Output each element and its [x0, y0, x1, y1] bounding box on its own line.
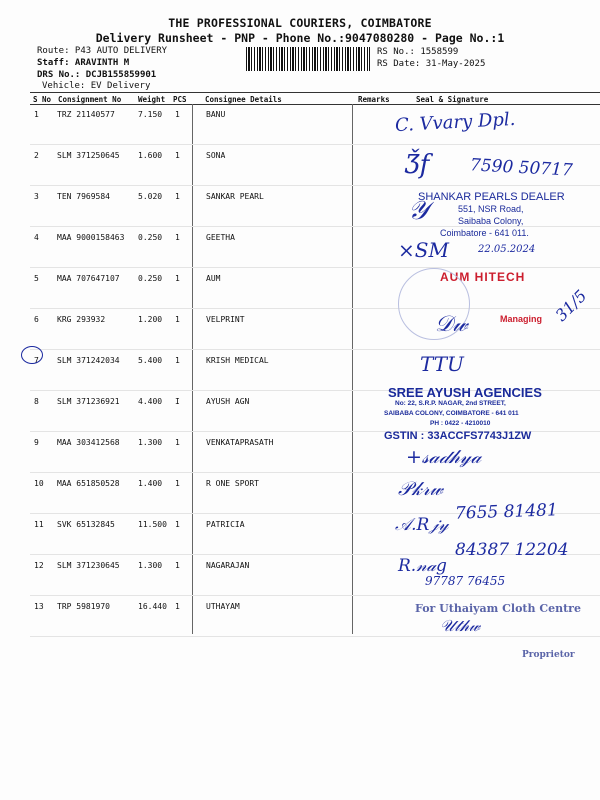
- note-row-6: 31/5: [551, 286, 591, 325]
- row-weight: 1.600: [138, 151, 163, 160]
- row-consignment-no: MAA 651850528: [57, 479, 120, 488]
- signature-row-13: 𝒰𝓉𝒽𝓌: [440, 616, 481, 635]
- phone-row-2: 7590 50717: [469, 155, 574, 181]
- stamp-row-13: For Uthaiyam Cloth Centre: [415, 602, 581, 615]
- rs-number: RS No.: 1558599: [377, 47, 459, 57]
- row-consignee: AYUSH AGN: [206, 397, 250, 406]
- row-consignment-no: SVK 65132845: [57, 520, 115, 529]
- staff-label: Staff: ARAVINTH M: [37, 58, 130, 68]
- row-weight: 7.150: [138, 110, 163, 119]
- table-row: [0, 555, 600, 596]
- row-sno: 11: [34, 520, 44, 529]
- stamp-row-3-addr1: 551, NSR Road,: [458, 204, 524, 214]
- row-weight: 1.400: [138, 479, 163, 488]
- row-consignment-no: TEN 7969584: [57, 192, 110, 201]
- row-pcs: 1: [175, 356, 180, 365]
- row-pcs: 1: [175, 233, 180, 242]
- row-pcs: 1: [175, 561, 180, 570]
- row-consignment-no: SLM 371230645: [57, 561, 120, 570]
- signature-row-3: 𝒴: [408, 196, 429, 226]
- row-weight: 5.400: [138, 356, 163, 365]
- date-row-4: 22.05.2024: [478, 244, 536, 255]
- col-consignee: Consignee Details: [205, 95, 282, 104]
- row-pcs: 1: [175, 110, 180, 119]
- row-consignee: PATRICIA: [206, 520, 245, 529]
- row-7-circle-mark: [21, 346, 43, 364]
- stamp-row-3-addr3: Coimbatore - 641 011.: [440, 228, 529, 238]
- row-sno: 6: [34, 315, 39, 324]
- row-sno: 13: [34, 602, 44, 611]
- route-label: Route: P43 AUTO DELIVERY: [37, 46, 168, 56]
- stamp-row-8-name: SREE AYUSH AGENCIES: [388, 385, 542, 400]
- col-seal: Seal & Signature: [416, 95, 489, 104]
- row-consignment-no: MAA 9000158463: [57, 233, 125, 242]
- row-divider: [30, 636, 600, 637]
- row-pcs: 1: [175, 479, 180, 488]
- row-pcs: 1: [175, 315, 180, 324]
- signature-row-9: +𝓈𝒶𝒹𝒽𝓎𝒶: [406, 446, 482, 468]
- col-remarks: Remarks: [358, 95, 390, 104]
- row-consignee: R ONE SPORT: [206, 479, 259, 488]
- row-consignment-no: KRG 293932: [57, 315, 106, 324]
- row-sno: 9: [34, 438, 39, 447]
- phone-row-11: 7655 81481: [454, 500, 559, 524]
- row-weight: 16.440: [138, 602, 167, 611]
- row-sno: 10: [34, 479, 44, 488]
- barcode: [246, 47, 370, 71]
- stamp-row-5: AUM HITECH: [440, 270, 526, 284]
- col-consignment: Consignment No: [58, 95, 122, 104]
- row-consignee: GEETHA: [206, 233, 235, 242]
- mark-row-7: TTU: [420, 352, 464, 376]
- row-weight: 5.020: [138, 192, 163, 201]
- row-sno: 4: [34, 233, 39, 242]
- row-sno: 8: [34, 397, 39, 406]
- row-sno: 7: [34, 356, 39, 365]
- row-consignment-no: SLM 371242034: [57, 356, 120, 365]
- row-pcs: 1: [175, 151, 180, 160]
- signature-row-6: 𝒟𝓌: [435, 312, 468, 337]
- row-weight: 0.250: [138, 233, 163, 242]
- row-sno: 2: [34, 151, 39, 160]
- runsheet-subtitle: Delivery Runsheet - PNP - Phone No.:9047080280 - Page No.:1: [95, 31, 505, 45]
- stamp-row-8-addr1: No: 22, S.R.P. NAGAR, 2nd STREET,: [395, 400, 506, 407]
- row-pcs: I: [175, 397, 180, 406]
- row-weight: 0.250: [138, 274, 163, 283]
- col-sno: S No: [33, 95, 52, 104]
- row-consignment-no: SLM 371250645: [57, 151, 120, 160]
- drs-number: DRS No.: DCJB155859901: [37, 70, 157, 80]
- row-weight: 1.300: [138, 561, 163, 570]
- header-top-rule: [30, 92, 600, 93]
- row-consignee: KRISH MEDICAL: [206, 356, 269, 365]
- signature-row-4: ×SM: [398, 238, 449, 262]
- rs-date: RS Date: 31-May-2025: [377, 59, 486, 69]
- row-consignee: SANKAR PEARL: [206, 192, 264, 201]
- stamp-row-3-name: SHANKAR PEARLS DEALER: [418, 191, 565, 203]
- stamp-row-6: Managing: [500, 314, 542, 324]
- row-consignee: UTHAYAM: [206, 602, 240, 611]
- row-sno: 1: [34, 110, 39, 119]
- row-consignment-no: MAA 707647107: [57, 274, 120, 283]
- row-weight: 1.200: [138, 315, 163, 324]
- signature-row-1: C. Vvary Dpl.: [394, 108, 516, 137]
- row-pcs: 1: [175, 438, 180, 447]
- row-consignee: BANU: [206, 110, 226, 119]
- vehicle-label: Vehicle: EV Delivery: [42, 81, 151, 91]
- row-consignee: VENKATAPRASATH: [206, 438, 274, 447]
- row-consignment-no: MAA 303412568: [57, 438, 120, 447]
- stamp-row-8-addr2: SAIBABA COLONY, COIMBATORE - 641 011: [384, 410, 519, 417]
- row-pcs: 1: [175, 192, 180, 201]
- row-consignee: VELPRINT: [206, 315, 245, 324]
- col-pcs: PCS: [173, 95, 187, 104]
- row-sno: 3: [34, 192, 39, 201]
- row-consignment-no: TRP 5981970: [57, 602, 110, 611]
- row-weight: 1.300: [138, 438, 163, 447]
- stamp-row-8-ph: PH : 0422 - 4210010: [430, 420, 491, 427]
- row-consignment-no: SLM 371236921: [57, 397, 120, 406]
- row-consignee: SONA: [206, 151, 226, 160]
- signature-row-2: Ǯf: [405, 150, 430, 180]
- stamp-row-3-addr2: Saibaba Colony,: [458, 216, 524, 226]
- signature-row-10: 𝒫𝓀𝓇𝓌: [398, 478, 443, 500]
- signature-row-12: 𝑅.𝓃𝒶𝑔: [398, 556, 447, 576]
- phone-row-12-2: 97787 76455: [425, 574, 506, 588]
- row-consignee: AUM: [206, 274, 221, 283]
- signature-row-11: 𝒜.𝑅𝒿𝓎: [395, 515, 449, 535]
- stamp-row-8-gstin: GSTIN : 33ACCFS7743J1ZW: [384, 430, 532, 442]
- row-weight: 11.500: [138, 520, 167, 529]
- col-weight: Weight: [138, 95, 166, 104]
- row-consignee: NAGARAJAN: [206, 561, 250, 570]
- company-title: THE PROFESSIONAL COURIERS, COIMBATORE: [168, 16, 432, 30]
- row-consignment-no: TRZ 21140577: [57, 110, 115, 119]
- row-sno: 12: [34, 561, 44, 570]
- row-pcs: 1: [175, 520, 180, 529]
- row-weight: 4.400: [138, 397, 163, 406]
- row-sno: 5: [34, 274, 39, 283]
- phone-row-12-1: 84387 12204: [455, 540, 569, 560]
- stamp-row-13-role: Proprietor: [522, 650, 575, 660]
- row-pcs: 1: [175, 274, 180, 283]
- row-pcs: 1: [175, 602, 180, 611]
